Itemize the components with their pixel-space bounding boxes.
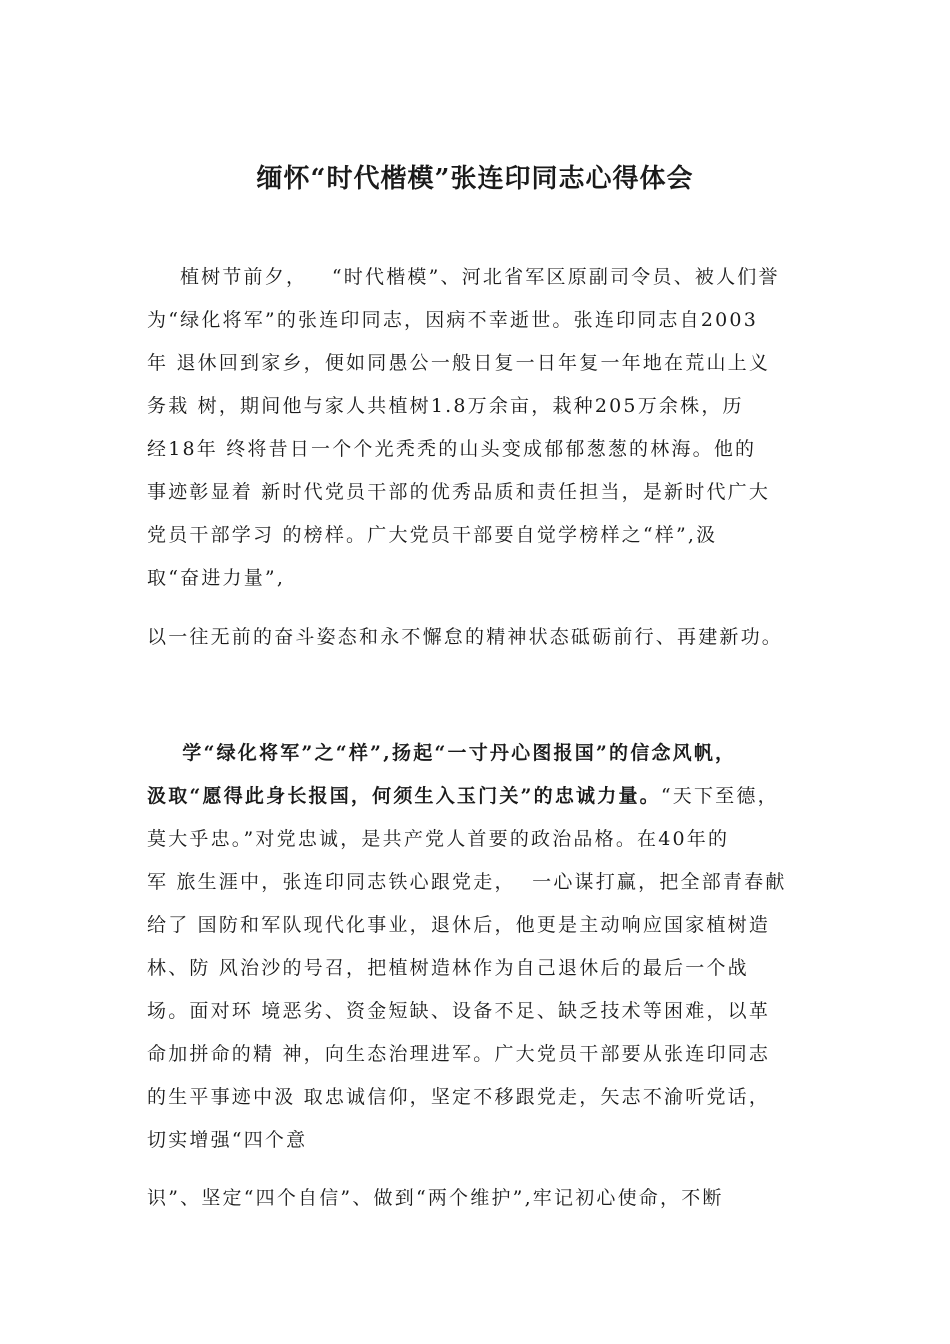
para3-line-4: 军 旅生涯中，张连印同志铁心跟党走， 一心谋打赢，把全部青春献 [147,871,787,893]
para2-line: 以一往无前的奋斗姿态和永不懈怠的精神状态砥砺前行、再建新功。 [147,626,784,648]
para1-line-7: 党员干部学习 的榜样。广大党员干部要自觉学榜样之“样”,汲 [147,524,718,546]
para3-line-9: 的生平事迹中汲 取忠诚信仰，坚定不移跟党走，矢志不渝听党话， [147,1086,771,1108]
para4-line: 识”、坚定“四个自信”、做到“两个维护”,牢记初心使命，不断 [147,1187,724,1209]
para1-line-6: 事迹彰显着 新时代党员干部的优秀品质和责任担当，是新时代广大 [147,481,771,503]
para1-line-5: 经18年 终将昔日一个个光秃秃的山头变成郁郁葱葱的林海。他的 [147,438,757,460]
para1-line-4: 务栽 树，期间他与家人共植树1.8万余亩，栽种205万余株，历 [147,395,744,417]
document-title: 缅怀“时代楷模”张连印同志心得体会 [256,164,694,194]
para3-line-8: 命加拼命的精 神，向生态治理进军。广大党员干部要从张连印同志 [147,1043,771,1065]
para3-line-6: 林、防 风治沙的号召，把植树造林作为自己退休后的最后一个战 [147,957,749,979]
para3-bold-line-1: 学“绿化将军”之“样”,扬起“一寸丹心图报国”的信念风帆， [147,742,737,764]
para3-line-2-rest: “天下至德， [660,785,779,807]
para3-line-7: 场。面对环 境恶劣、资金短缺、设备不足、缺乏技术等困难，以革 [147,1000,771,1022]
para3-line-5: 给了 国防和军队现代化事业，退休后，他更是主动响应国家植树造 [147,914,771,936]
para3-line-3: 莫大乎忠。”对党忠诚，是共产党人首要的政治品格。在40年的 [147,828,730,850]
para3-line-10: 切实增强“四个意 [147,1129,308,1151]
para1-line-3: 年 退休回到家乡，便如同愚公一般日复一日年复一年地在荒山上义 [147,352,771,374]
para3-line-2 [147,781,779,808]
para3-bold-line-2: 汲取“愿得此身长报国，何须生入玉门关”的忠诚力量。 [147,785,661,807]
para1-line-2: 为“绿化将军”的张连印同志，因病不幸逝世。张连印同志自2003 [147,309,758,331]
para1-line-8: 取“奋进力量”, [147,567,286,589]
para1-line-1: 植树节前夕， “时代楷模”、河北省军区原副司令员、被人们誉 [147,266,780,288]
